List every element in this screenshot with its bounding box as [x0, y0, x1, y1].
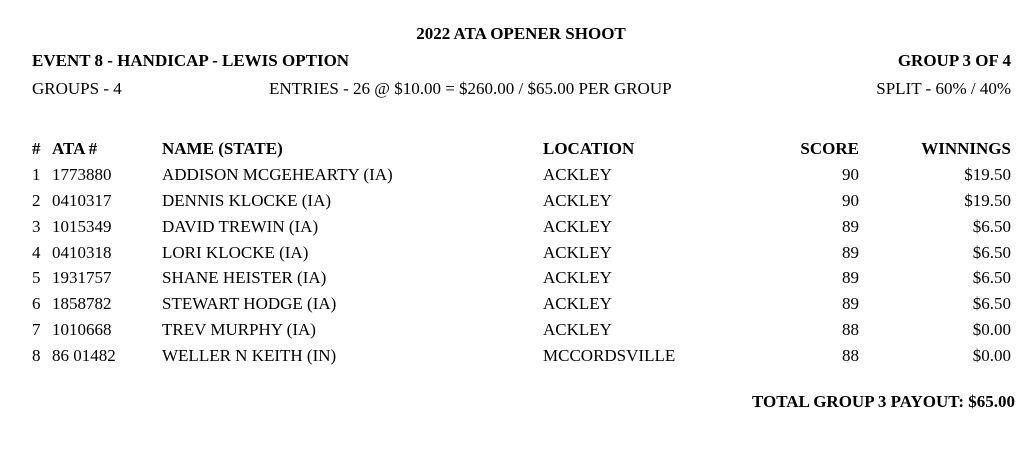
cell-ata-number: 86 01482 [52, 345, 116, 365]
table-row [0, 217, 1035, 237]
cell-winnings: $19.50 [964, 165, 1011, 184]
cell-name: SHANE HEISTER (IA) [162, 268, 327, 288]
cell-winnings: $6.50 [972, 216, 1011, 236]
table-row [0, 191, 1035, 211]
groups-count: GROUPS - 4 [32, 79, 122, 98]
cell-location: ACKLEY [543, 190, 612, 210]
cell-winnings: $6.50 [972, 268, 1011, 288]
cell-ata-number: 1858782 [52, 294, 112, 314]
table-row [0, 294, 1035, 314]
table-header [0, 139, 1035, 159]
total-payout: TOTAL GROUP 3 PAYOUT: $65.00 [751, 392, 1015, 411]
header-number: # [32, 139, 41, 158]
cell-location: MCCORDSVILLE [543, 345, 676, 365]
table-row [0, 243, 1035, 263]
cell-name: TREV MURPHY (IA) [162, 320, 316, 340]
cell-ata-number: 1773880 [52, 165, 112, 184]
cell-score: 89 [842, 294, 859, 314]
cell-number: 8 [32, 345, 41, 365]
header-location: LOCATION [543, 139, 635, 158]
header-winnings: WINNINGS [921, 139, 1011, 158]
cell-ata-number: 0410318 [52, 242, 112, 262]
split-summary: SPLIT - 60% / 40% [876, 79, 1011, 98]
entries-summary: ENTRIES - 26 @ $10.00 = $260.00 / $65.00 PER GROUP [269, 79, 672, 98]
cell-name: WELLER N KEITH (IN) [162, 345, 337, 365]
cell-score: 89 [842, 242, 859, 262]
cell-number: 2 [32, 190, 41, 210]
cell-number: 7 [32, 320, 41, 340]
cell-score: 90 [842, 190, 859, 210]
header-score: SCORE [800, 139, 859, 158]
cell-score: 88 [842, 320, 859, 340]
cell-location: ACKLEY [543, 165, 612, 184]
cell-name: DENNIS KLOCKE (IA) [162, 190, 332, 210]
header-name: NAME (STATE) [162, 139, 283, 158]
cell-score: 89 [842, 216, 859, 236]
cell-winnings: $6.50 [972, 294, 1011, 314]
table-row [0, 268, 1035, 288]
cell-score: 88 [842, 345, 859, 365]
header-ata-number: ATA # [52, 139, 98, 158]
cell-number: 3 [32, 216, 41, 236]
cell-location: ACKLEY [543, 242, 612, 262]
cell-name: DAVID TREWIN (IA) [162, 216, 319, 236]
table-row [0, 320, 1035, 340]
cell-location: ACKLEY [543, 294, 612, 314]
cell-winnings: $0.00 [972, 320, 1011, 340]
cell-ata-number: 0410317 [52, 190, 112, 210]
cell-name: ADDISON MCGEHEARTY (IA) [162, 165, 393, 184]
cell-number: 4 [32, 242, 41, 262]
cell-location: ACKLEY [543, 268, 612, 288]
cell-number: 6 [32, 294, 41, 314]
cell-number: 5 [32, 268, 41, 288]
cell-ata-number: 1010668 [52, 320, 112, 340]
cell-winnings: $0.00 [972, 345, 1011, 365]
cell-number: 1 [32, 165, 41, 184]
cell-ata-number: 1015349 [52, 216, 112, 236]
event-title: EVENT 8 - HANDICAP - LEWIS OPTION [32, 51, 350, 70]
cell-score: 90 [842, 165, 859, 184]
cell-winnings: $19.50 [964, 190, 1011, 210]
cell-ata-number: 1931757 [52, 268, 112, 288]
cell-name: LORI KLOCKE (IA) [162, 242, 309, 262]
cell-score: 89 [842, 268, 859, 288]
group-indicator: GROUP 3 OF 4 [897, 51, 1011, 70]
table-row [0, 165, 1035, 185]
cell-location: ACKLEY [543, 320, 612, 340]
cell-location: ACKLEY [543, 216, 612, 236]
table-row [0, 346, 1035, 366]
cell-name: STEWART HODGE (IA) [162, 294, 337, 314]
report-title: 2022 ATA OPENER SHOOT [416, 24, 626, 43]
cell-winnings: $6.50 [972, 242, 1011, 262]
